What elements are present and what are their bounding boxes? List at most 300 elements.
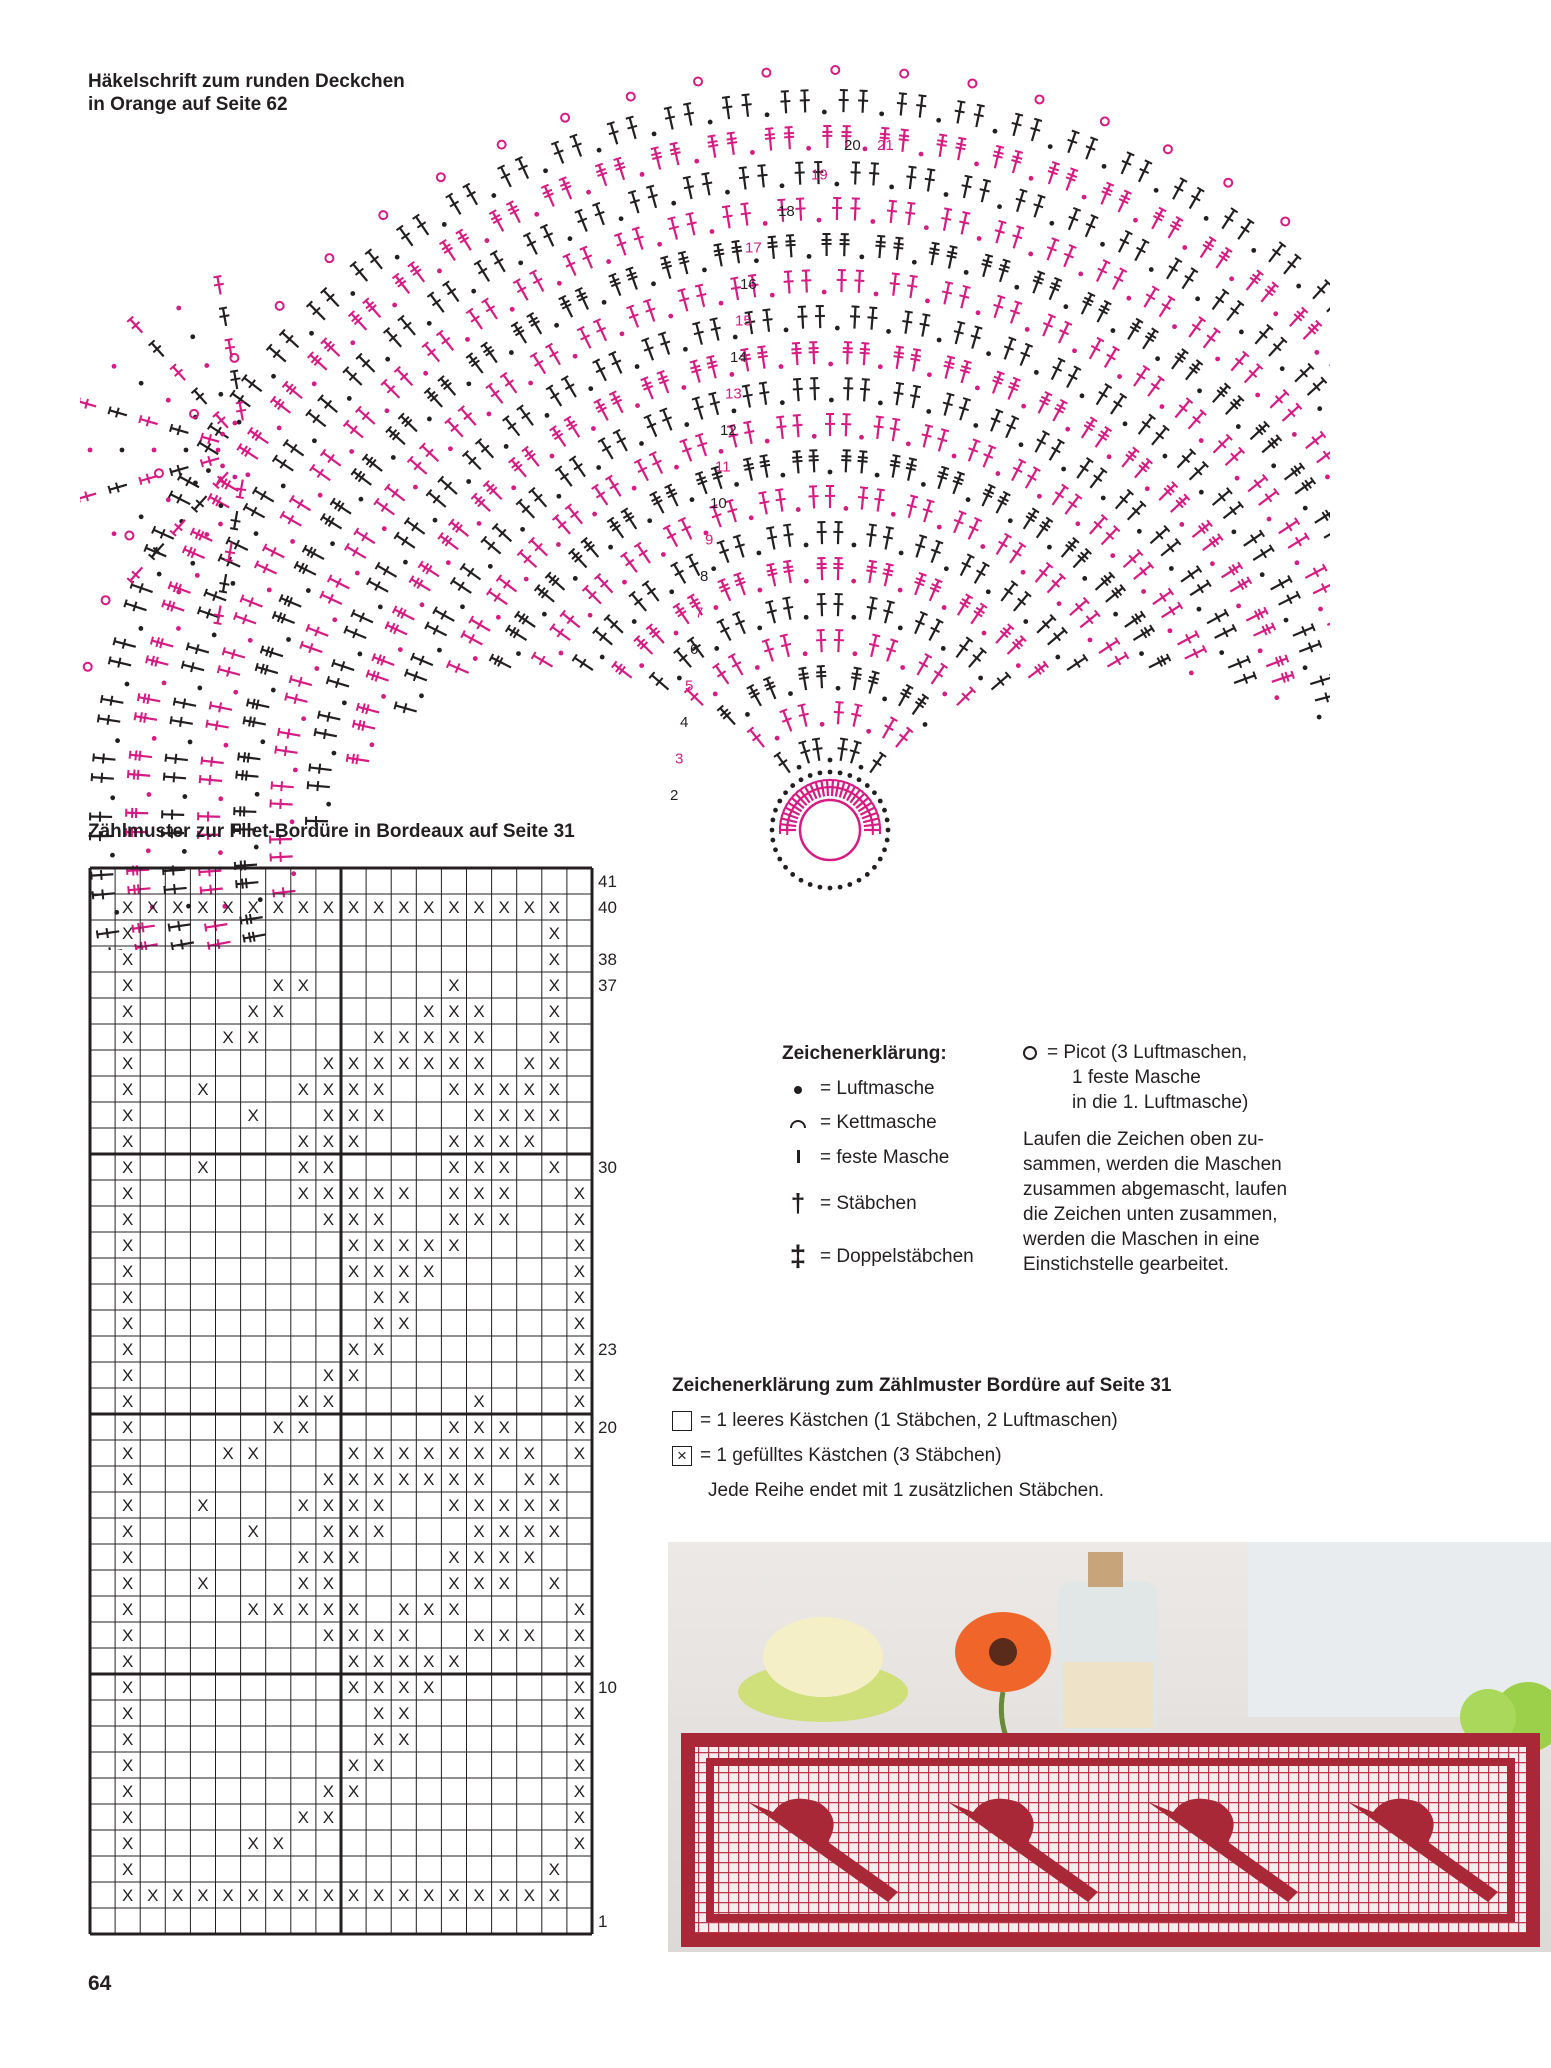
filled-cell: X <box>322 1392 335 1411</box>
filled-cell: X <box>573 1600 586 1619</box>
filled-cell: X <box>121 1704 134 1723</box>
filled-cell: X <box>372 1444 385 1463</box>
filled-cell: X <box>347 1496 360 1515</box>
legend-item <box>782 1188 917 1219</box>
single-crochet-icon <box>782 1147 814 1169</box>
filled-cell: X <box>423 1444 435 1463</box>
filled-cell: X <box>398 1314 410 1333</box>
filled-cell: X <box>121 1730 134 1749</box>
filled-cell: X <box>573 1262 586 1281</box>
filled-cell: X <box>121 898 134 917</box>
filled-cell: X <box>573 1756 586 1775</box>
filled-cell: X <box>372 1678 385 1697</box>
filled-cell: X <box>121 1496 134 1515</box>
filled-cell: X <box>372 1886 385 1905</box>
filled-cell: X <box>372 1106 385 1125</box>
filled-cell: X <box>121 1054 134 1073</box>
filled-cell: X <box>247 1886 259 1905</box>
filled-cell: X <box>448 1496 460 1515</box>
round-number-2: 2 <box>670 787 679 804</box>
filled-cell: X <box>473 1574 485 1593</box>
legend-note-line: werden die Maschen in eine <box>1023 1229 1260 1250</box>
filled-cell: X <box>448 1548 460 1567</box>
filled-cell: X <box>197 1158 209 1177</box>
filled-cell: X <box>498 1496 510 1515</box>
filled-cell: X <box>423 1028 435 1047</box>
filled-cell: X <box>398 1626 410 1645</box>
filled-cell: X <box>423 1678 435 1697</box>
filled-cell: X <box>398 1236 410 1255</box>
filled-cell: X <box>523 1548 535 1567</box>
doily-rounds <box>80 66 1330 950</box>
picot-text-2: 1 feste Masche <box>1072 1067 1201 1088</box>
filled-cell: X <box>473 1106 485 1125</box>
filled-cell: X <box>347 1366 360 1385</box>
filled-cell: X <box>498 1574 510 1593</box>
filled-cell: X <box>398 1184 410 1203</box>
filled-cell: X <box>473 1626 485 1645</box>
filled-cell: X <box>372 1262 385 1281</box>
filled-cell: X <box>398 1678 410 1697</box>
filet-grid <box>88 866 594 1936</box>
filled-cell: X <box>498 1418 510 1437</box>
filet-chart <box>88 866 617 1936</box>
filled-cell: X <box>322 1496 335 1515</box>
filled-cell: X <box>423 1236 435 1255</box>
filled-cell: X <box>448 1184 460 1203</box>
filled-cell: X <box>573 1652 586 1671</box>
filled-cell: X <box>448 1470 460 1489</box>
filled-cell: X <box>322 898 335 917</box>
filled-cell: X <box>372 1184 385 1203</box>
filled-cell: X <box>347 1132 360 1151</box>
filled-cell: X <box>121 1418 134 1437</box>
filled-cell: X <box>347 1600 360 1619</box>
filled-cell: X <box>121 1392 134 1411</box>
row-number-1: 1 <box>598 1912 608 1931</box>
filled-cell: X <box>372 1288 385 1307</box>
filled-cell: X <box>121 1600 134 1619</box>
filled-cell: X <box>473 1886 485 1905</box>
filled-cell: X <box>548 1496 561 1515</box>
filled-cell: X <box>548 976 561 995</box>
filled-cell: X <box>473 1548 485 1567</box>
filled-cell: X <box>347 1548 360 1567</box>
filled-cell: X <box>197 1886 209 1905</box>
product-photo <box>668 1542 1551 1952</box>
filled-cell: X <box>121 1626 134 1645</box>
round-number-4: 4 <box>680 714 689 731</box>
filled-cell: X <box>372 1340 385 1359</box>
doily-title-line2: in Orange auf Seite 62 <box>88 94 288 115</box>
row-number-30: 30 <box>598 1158 617 1177</box>
filled-cell: X <box>197 1496 209 1515</box>
filled-cell: X <box>272 976 284 995</box>
filled-cell: X <box>121 1106 134 1125</box>
filled-cell: X <box>498 1106 510 1125</box>
filled-cell: X <box>498 1444 510 1463</box>
filled-cell: X <box>423 1470 435 1489</box>
filled-cell: X <box>548 1470 561 1489</box>
filled-cell: X <box>297 1548 310 1567</box>
picot-legend <box>1023 1040 1287 1277</box>
filled-cell: X <box>398 1704 410 1723</box>
filled-cell: X <box>398 1470 410 1489</box>
filled-cell: X <box>121 1184 134 1203</box>
filled-cell: X <box>573 1392 586 1411</box>
chart-legend-empty <box>672 1408 1118 1433</box>
picot-icon <box>1023 1046 1037 1060</box>
grid-lines <box>90 868 592 1934</box>
filled-cell: X <box>121 1210 134 1229</box>
filled-cell: X <box>573 1210 586 1229</box>
filled-cell: X <box>523 1106 535 1125</box>
doily-crochet-diagram <box>80 30 1330 950</box>
filled-cell: X <box>297 1132 310 1151</box>
round-number-16: 16 <box>740 276 757 293</box>
filled-cell: X <box>121 1548 134 1567</box>
filled-cell: X <box>222 898 234 917</box>
filled-cell: X <box>573 1834 586 1853</box>
filled-cell: X <box>523 1054 535 1073</box>
filled-cell: X <box>573 1340 586 1359</box>
filled-cell: X <box>473 1002 485 1021</box>
filled-cell: X <box>347 1236 360 1255</box>
filled-cell: X <box>498 1184 510 1203</box>
filled-cell: X <box>398 1288 410 1307</box>
filled-cell: X <box>423 1002 435 1021</box>
legend-note-line: sammen, werden die Maschen <box>1023 1154 1282 1175</box>
filled-cell: X <box>523 1080 535 1099</box>
legend-note-line: Laufen die Zeichen oben zu- <box>1023 1129 1264 1150</box>
filled-cell: X <box>297 1184 310 1203</box>
filled-cell: X <box>498 1626 510 1645</box>
filled-cell: X <box>473 1418 485 1437</box>
filled-cell: X <box>247 1444 259 1463</box>
round-number-8: 8 <box>700 568 709 585</box>
filled-cell: X <box>523 898 535 917</box>
legend-note-line: Einstichstelle gearbeitet. <box>1023 1254 1229 1275</box>
filled-cell: X <box>548 1860 561 1879</box>
filled-cell: X <box>548 924 561 943</box>
filled-cell: X <box>322 1522 335 1541</box>
filled-cell: X <box>322 1886 335 1905</box>
filled-cell: X <box>498 1548 510 1567</box>
filled-cell: X <box>372 1626 385 1645</box>
filled-cell: X <box>448 1444 460 1463</box>
round-number-12: 12 <box>720 422 737 439</box>
filled-cell: X <box>297 1158 310 1177</box>
legend-item-text: = feste Masche <box>820 1147 950 1168</box>
filled-cell: X <box>423 1652 435 1671</box>
legend-note-line: die Zeichen unten zusammen, <box>1023 1204 1278 1225</box>
treble-crochet-icon: ‡ <box>789 1240 807 1273</box>
round-number-11: 11 <box>715 458 731 476</box>
filled-cell: X <box>398 1600 410 1619</box>
filled-cell: X <box>322 1184 335 1203</box>
filled-cell: X <box>372 1236 385 1255</box>
filled-cell: X <box>372 1314 385 1333</box>
filled-cell: X <box>498 1132 510 1151</box>
legend-item <box>782 1240 974 1274</box>
filled-cell: X <box>347 1340 360 1359</box>
filled-cell: X <box>247 1106 259 1125</box>
filled-cell: X <box>322 1626 335 1645</box>
filled-cell: X <box>573 1626 586 1645</box>
filled-cell: X <box>121 1756 134 1775</box>
filled-cell: X <box>347 1106 360 1125</box>
chart-legend-filled <box>672 1443 1002 1468</box>
filled-cell: X <box>121 924 134 943</box>
filled-cell: X <box>197 1080 209 1099</box>
filled-cell: X <box>272 1834 284 1853</box>
filled-cell: X <box>272 1418 284 1437</box>
filled-cell: X <box>372 1054 385 1073</box>
filled-cell: X <box>197 1574 209 1593</box>
filled-cell: X <box>548 1522 561 1541</box>
filled-cell: X <box>247 1834 259 1853</box>
filled-cell: X <box>573 1704 586 1723</box>
filled-cell: X <box>448 1028 460 1047</box>
legend-item <box>782 1078 935 1100</box>
filled-cell: X <box>322 1470 335 1489</box>
filled-cell: X <box>448 1210 460 1229</box>
filled-cell: X <box>121 1834 134 1853</box>
filled-cell: X <box>398 898 410 917</box>
filled-cell: X <box>322 1210 335 1229</box>
filled-cell: X <box>498 1158 510 1177</box>
empty-box-icon <box>672 1411 692 1431</box>
filled-cell: X <box>121 1132 134 1151</box>
filled-cell: X <box>573 1366 586 1385</box>
filled-cell: X <box>448 976 460 995</box>
chart-legend-filled-text: = 1 gefülltes Kästchen (3 Stäbchen) <box>700 1445 1002 1466</box>
filled-cell: X <box>347 1782 360 1801</box>
filled-cell: X <box>247 1002 259 1021</box>
chart-legend-empty-text: = 1 leeres Kästchen (1 Stäbchen, 2 Luftmaschen) <box>700 1410 1118 1431</box>
chart-legend-note: Jede Reihe endet mit 1 zusätzlichen Stäbchen. <box>708 1480 1105 1501</box>
round-number-10: 10 <box>710 495 727 512</box>
filled-cell: X <box>297 1886 310 1905</box>
filled-cell: X <box>121 1314 134 1333</box>
round-number-17: 17 <box>745 239 762 257</box>
filled-cell: X <box>322 1782 335 1801</box>
legend-item <box>782 1112 937 1134</box>
filled-cell: X <box>322 1808 335 1827</box>
filled-cell: X <box>372 1652 385 1671</box>
filled-cell: X <box>423 898 435 917</box>
filled-cell: X <box>448 1236 460 1255</box>
filled-cell: X <box>548 1002 561 1021</box>
filled-cell: X <box>523 1132 535 1151</box>
filled-cell: X <box>473 1470 485 1489</box>
filled-cell: X <box>372 1522 385 1541</box>
chart-legend-title: Zeichenerklärung zum Zählmuster Bordüre auf Seite 31 <box>672 1375 1172 1396</box>
filled-cell: X <box>398 1028 410 1047</box>
filled-cell: X <box>297 976 310 995</box>
filled-cell: X <box>347 1678 360 1697</box>
filled-cell: X <box>272 1002 284 1021</box>
filled-cell: X <box>548 1158 561 1177</box>
filled-cell: X <box>372 1704 385 1723</box>
filled-cell: X <box>347 1080 360 1099</box>
filled-cell: X <box>322 1106 335 1125</box>
filled-cell: X <box>297 1600 310 1619</box>
filled-cell: X <box>322 1080 335 1099</box>
row-number-37: 37 <box>598 976 617 995</box>
filled-cell: X <box>372 1756 385 1775</box>
filled-cell: X <box>247 1522 259 1541</box>
filled-cell: X <box>172 1886 184 1905</box>
page-number: 64 <box>88 1972 112 1995</box>
filled-cell: X <box>121 1028 134 1047</box>
chart-title: Zählmuster zur Filet-Bordüre in Bordeaux auf Seite 31 <box>88 821 575 842</box>
filled-cell: X <box>121 1470 134 1489</box>
filled-cell: X <box>498 898 510 917</box>
filled-cell: X <box>372 898 385 917</box>
round-number-20: 20 <box>844 137 861 154</box>
filled-cell: X <box>322 1366 335 1385</box>
filled-cell: X <box>322 1600 335 1619</box>
filled-cell: X <box>573 1184 586 1203</box>
filled-cell: X <box>448 1652 460 1671</box>
row-number-41: 41 <box>598 872 617 891</box>
row-number-10: 10 <box>598 1678 617 1697</box>
filled-cell: X <box>548 1080 561 1099</box>
filled-cell: X <box>121 1886 134 1905</box>
filled-cell: X <box>272 898 284 917</box>
filled-cell: X <box>473 1028 485 1047</box>
filled-cell: X <box>347 1756 360 1775</box>
filled-cell: X <box>121 1782 134 1801</box>
filled-cell: X <box>548 1574 561 1593</box>
filled-cell: X <box>147 898 159 917</box>
picot-text-3: in die 1. Luftmasche) <box>1072 1092 1249 1113</box>
filled-cell: X <box>498 1522 510 1541</box>
filled-cell: X <box>121 1262 134 1281</box>
filled-cell: X <box>573 1236 586 1255</box>
filled-cell: X <box>448 1132 460 1151</box>
filled-cell: X <box>498 1886 510 1905</box>
filled-cell: X <box>372 1080 385 1099</box>
filled-cell: X <box>347 1886 360 1905</box>
legend-item-text: = Kettmasche <box>820 1112 937 1133</box>
filled-cell: X <box>121 1522 134 1541</box>
row-number-20: 20 <box>598 1418 617 1437</box>
filled-cell: X <box>222 1028 234 1047</box>
filled-cell: X <box>197 898 209 917</box>
filled-cell: X <box>448 1418 460 1437</box>
filled-cell: X <box>347 1522 360 1541</box>
round-number-19: 19 <box>811 166 828 184</box>
round-number-14: 14 <box>730 349 747 366</box>
filled-cell: X <box>121 1444 134 1463</box>
filled-cell: X <box>473 1158 485 1177</box>
filled-cell: X <box>297 1392 310 1411</box>
filled-cell: X <box>322 1548 335 1567</box>
filled-cell: X <box>548 1054 561 1073</box>
filled-cell: X <box>398 1730 410 1749</box>
filled-cell: X <box>423 1886 435 1905</box>
filled-cell: X <box>121 1574 134 1593</box>
filled-cell: X <box>121 1158 134 1177</box>
filled-cell: X <box>473 1522 485 1541</box>
filled-cell: X <box>398 1444 410 1463</box>
filled-cell: X <box>372 1470 385 1489</box>
double-crochet-icon: † <box>790 1188 806 1218</box>
filled-cell: X <box>448 898 460 917</box>
filled-cell: X <box>121 1288 134 1307</box>
filled-cell: X <box>121 950 134 969</box>
filled-cell: X <box>121 1652 134 1671</box>
filled-cell: X <box>172 898 184 917</box>
filled-cell: X <box>272 1600 284 1619</box>
round-number-5: 5 <box>685 677 694 695</box>
filled-cell: X <box>573 1418 586 1437</box>
legend-note-line: zusammen abgemascht, laufen <box>1023 1179 1288 1200</box>
filled-cell: X <box>523 1626 535 1645</box>
filled-cell: X <box>247 1028 259 1047</box>
filled-cell: X <box>347 1626 360 1645</box>
filled-cell: X <box>372 1210 385 1229</box>
filled-cell: X <box>448 1574 460 1593</box>
filled-cell: X <box>297 1080 310 1099</box>
filled-cell: X <box>573 1808 586 1827</box>
round-number-7: 7 <box>695 604 704 622</box>
filled-cell: X <box>573 1678 586 1697</box>
row-number-23: 23 <box>598 1340 617 1359</box>
filled-cell: X <box>121 1366 134 1385</box>
legend-item-text: = Doppelstäbchen <box>820 1246 974 1267</box>
filled-cell: X <box>448 1054 460 1073</box>
filled-cell: X <box>448 1158 460 1177</box>
legend-note <box>1023 1127 1287 1277</box>
filled-cell: X <box>573 1730 586 1749</box>
row-number-40: 40 <box>598 898 617 917</box>
filled-cell: X <box>473 1184 485 1203</box>
filled-cell: X <box>398 1262 410 1281</box>
round-number-18: 18 <box>778 203 795 220</box>
filled-cell: X <box>297 1496 310 1515</box>
filled-cell: X <box>347 898 360 917</box>
round-number-6: 6 <box>690 641 699 658</box>
filled-cell: X <box>473 1444 485 1463</box>
filled-cell: X <box>121 1080 134 1099</box>
filled-cell: X <box>247 898 259 917</box>
filled-cell: X <box>322 1574 335 1593</box>
filled-cell: X <box>473 1496 485 1515</box>
filled-cell: X <box>498 1210 510 1229</box>
filled-box-icon: × <box>672 1446 692 1466</box>
filled-cell: X <box>372 1496 385 1515</box>
filled-cell: X <box>448 1002 460 1021</box>
filled-cell: X <box>398 1652 410 1671</box>
filled-cell: X <box>473 1080 485 1099</box>
row-number-38: 38 <box>598 950 617 969</box>
filled-cell: X <box>347 1444 360 1463</box>
filled-cell: X <box>473 1210 485 1229</box>
filled-cell: X <box>523 1470 535 1489</box>
filled-cell: X <box>147 1886 159 1905</box>
filled-cell: X <box>573 1782 586 1801</box>
legend-title: Zeichenerklärung: <box>782 1043 947 1064</box>
filled-cell: X <box>247 1600 259 1619</box>
filled-cell: X <box>322 1132 335 1151</box>
filled-cell: X <box>322 1158 335 1177</box>
filled-cell: X <box>121 1340 134 1359</box>
filled-cell: X <box>498 1080 510 1099</box>
round-number-3: 3 <box>675 750 684 768</box>
